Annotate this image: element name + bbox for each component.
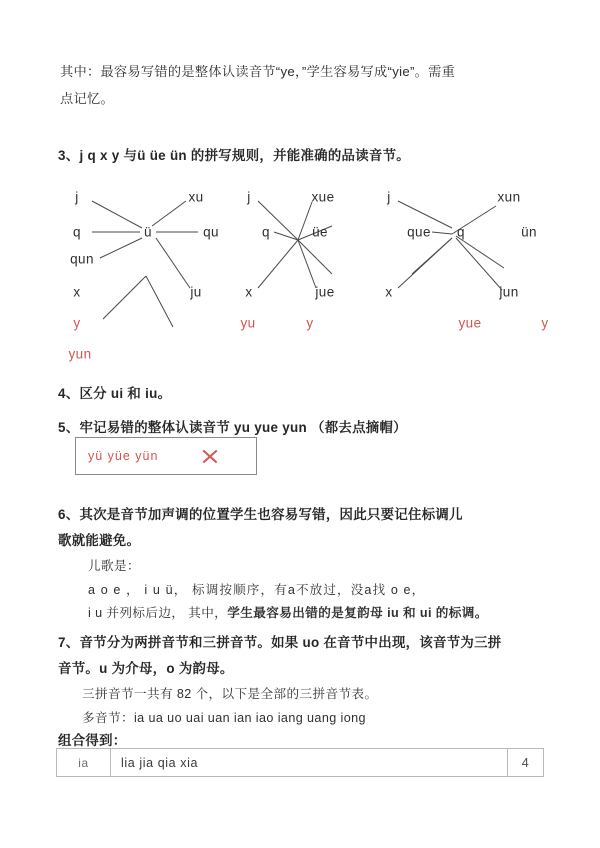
diagram-edge xyxy=(103,276,146,319)
diagram-node-y: y xyxy=(73,315,81,331)
page-number: 4 xyxy=(507,749,543,776)
diagram-node-üe: üe xyxy=(312,224,328,240)
multi-syllable-list: 多音节：ia ua uo uai uan ian iao iang uang iong xyxy=(82,711,366,725)
diagram-node-xun: xun xyxy=(497,189,521,205)
diagram-edge xyxy=(298,202,312,240)
diagram-node-x: x xyxy=(245,284,253,300)
section-5-heading: 5、牢记易错的整体认读音节 yu yue yun （都去点摘帽） xyxy=(58,420,407,435)
section-4-heading: 4、区分 ui 和 iu。 xyxy=(58,386,172,401)
rhyme-label: 儿歌是： xyxy=(88,559,140,573)
section-3-heading: 3、j q x y 与ü üe ün 的拼写规则，并能准确的品读音节。 xyxy=(58,148,410,163)
diagram-node-j: j xyxy=(75,189,79,205)
diagram-node-ü: ü xyxy=(144,224,152,240)
section-6-heading-line-2: 歌就能避免。 xyxy=(58,533,141,548)
rhyme-line-2-bold: 学生最容易出错的是复韵母 iu 和 ui 的标调。 xyxy=(227,606,488,620)
diagram-node-jue: jue xyxy=(315,284,335,300)
intro-line-1: 其中：最容易写错的是整体认读音节“ye，”学生容易写成“yie”。需重 xyxy=(60,64,456,79)
syllable-table xyxy=(56,748,544,777)
section-7-heading-line-1: 7、音节分为两拼音节和三拼音节。如果 uo 在音节中出现，该音节为三拼 xyxy=(58,635,502,650)
diagram-node-x: x xyxy=(73,284,81,300)
diagram-node-yue: yue xyxy=(458,315,482,331)
diagram-node-xue: xue xyxy=(311,189,335,205)
combine-label: 组合得到： xyxy=(58,733,127,748)
diagram-edge xyxy=(456,238,502,290)
pinyin-rule-diagram xyxy=(0,176,600,366)
diagram-edge xyxy=(100,238,142,258)
diagram-node-jun: jun xyxy=(499,284,519,300)
diagram-node-q: q xyxy=(457,224,465,240)
diagram-edge xyxy=(156,238,190,288)
diagram-connector-lines xyxy=(0,176,600,366)
diagram-node-yu: yu xyxy=(240,315,256,331)
diagram-node-ün: ün xyxy=(521,224,537,240)
diagram-edge xyxy=(152,201,186,226)
diagram-node-j: j xyxy=(247,189,251,205)
diagram-edge xyxy=(92,201,142,228)
wrong-spelling-text: yü yüe yün xyxy=(88,449,159,463)
diagram-edge xyxy=(298,240,316,288)
diagram-node-xu: xu xyxy=(188,189,204,205)
diagram-edge xyxy=(258,240,298,288)
diagram-node-que: que xyxy=(407,224,431,240)
section-7-note: 三拼音节一共有 82 个，以下是全部的三拼音节表。 xyxy=(82,687,378,701)
wrong-spelling-box xyxy=(75,437,257,475)
diagram-node-q: q xyxy=(73,224,81,240)
diagram-edge xyxy=(146,276,173,327)
diagram-node-x: x xyxy=(385,284,393,300)
x-mark-icon xyxy=(201,448,218,465)
diagram-node-j: j xyxy=(387,189,391,205)
diagram-edge xyxy=(412,238,452,274)
diagram-edge xyxy=(432,232,452,234)
section-6-heading-line-1: 6、其次是音节加声调的位置学生也容易写错，因此只要记住标调儿 xyxy=(58,507,463,522)
rhyme-line-1: a o e ， i u ü， 标调按顺序，有a不放过，没a找 o e， xyxy=(88,583,426,597)
diagram-edge xyxy=(298,240,332,274)
diagram-edge xyxy=(456,236,504,268)
diagram-node-yun: yun xyxy=(68,346,92,362)
rhyme-line-2 xyxy=(88,601,558,626)
table-cell-key: ia xyxy=(57,749,111,776)
diagram-node-ju: ju xyxy=(190,284,202,300)
diagram-node-q: q xyxy=(262,224,270,240)
rhyme-line-2-normal: i u 并列标后边， 其中， xyxy=(88,606,228,620)
diagram-node-qun: qun xyxy=(70,251,94,267)
diagram-node-y: y xyxy=(306,315,314,331)
intro-line-2: 点记忆。 xyxy=(60,91,114,106)
section-7-heading-line-2: 音节。u 为介母，o 为韵母。 xyxy=(58,661,234,676)
diagram-node-y: y xyxy=(541,315,549,331)
table-cell-value: lia jia qia xia xyxy=(121,755,199,770)
diagram-node-qu: qu xyxy=(203,224,219,240)
